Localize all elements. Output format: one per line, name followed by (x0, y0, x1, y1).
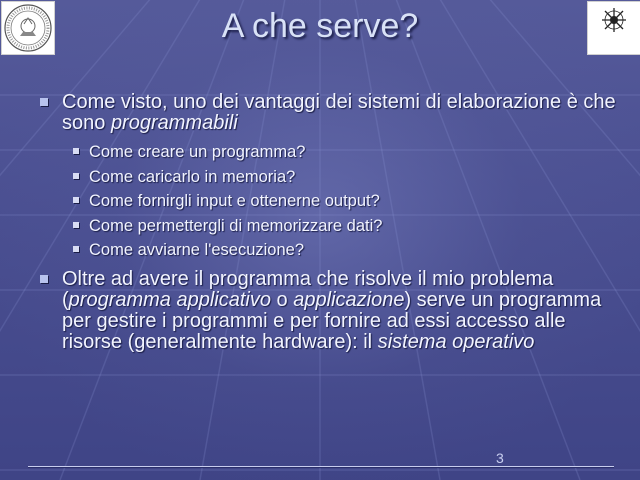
bullet-square-icon (40, 275, 48, 283)
university-seal-icon (2, 2, 54, 54)
sub-bullet-list (38, 140, 628, 263)
slide-content (38, 92, 628, 353)
sub-bullet-text: Come caricarlo in memoria? (89, 167, 296, 186)
bullet-item (38, 269, 628, 353)
bullet-text: Oltre ad avere il programma che risolve il mio problema (programma applicativo o applicazione) serve un programma per gestire i programmi e per fornire ad essi accesso alle risorse (generalmente hardware): il sistema operativo (62, 267, 602, 353)
sub-bullet-square-icon (73, 197, 79, 203)
sub-bullet-item (38, 238, 628, 263)
university-seal-logo (1, 1, 55, 55)
footer-divider (28, 466, 614, 467)
parsec-lab-logo (587, 1, 640, 55)
slide-title: A che serve? (221, 7, 419, 45)
sub-bullet-square-icon (73, 246, 79, 252)
emphasis-text: sistema operativo (377, 330, 535, 353)
parsec-lab-logo-icon (588, 2, 640, 54)
sub-bullet-item (38, 189, 628, 214)
sub-bullet-item (38, 140, 628, 165)
sub-bullet-item (38, 214, 628, 239)
sub-bullet-text: Come permettergli di memorizzare dati? (89, 216, 383, 235)
sub-bullet-item (38, 165, 628, 190)
sub-bullet-square-icon (73, 173, 79, 179)
sub-bullet-square-icon (73, 148, 79, 154)
emphasis-text: applicazione (293, 288, 405, 311)
sub-bullet-square-icon (73, 222, 79, 228)
page-number: 3 (496, 450, 504, 466)
sub-bullet-text: Come fornirgli input e ottenerne output? (89, 192, 380, 210)
bullet-text: Come visto, uno dei vantaggi dei sistemi di elaborazione è che sono programmabili (62, 91, 616, 134)
sub-bullet-text: Come creare un programma? (89, 143, 306, 161)
sub-bullet-text: Come avviarne l'esecuzione? (89, 241, 305, 259)
emphasis-text: programmabili (110, 112, 238, 134)
bullet-item (38, 92, 628, 134)
bullet-square-icon (40, 98, 48, 106)
emphasis-text: programma applicativo (68, 288, 271, 311)
